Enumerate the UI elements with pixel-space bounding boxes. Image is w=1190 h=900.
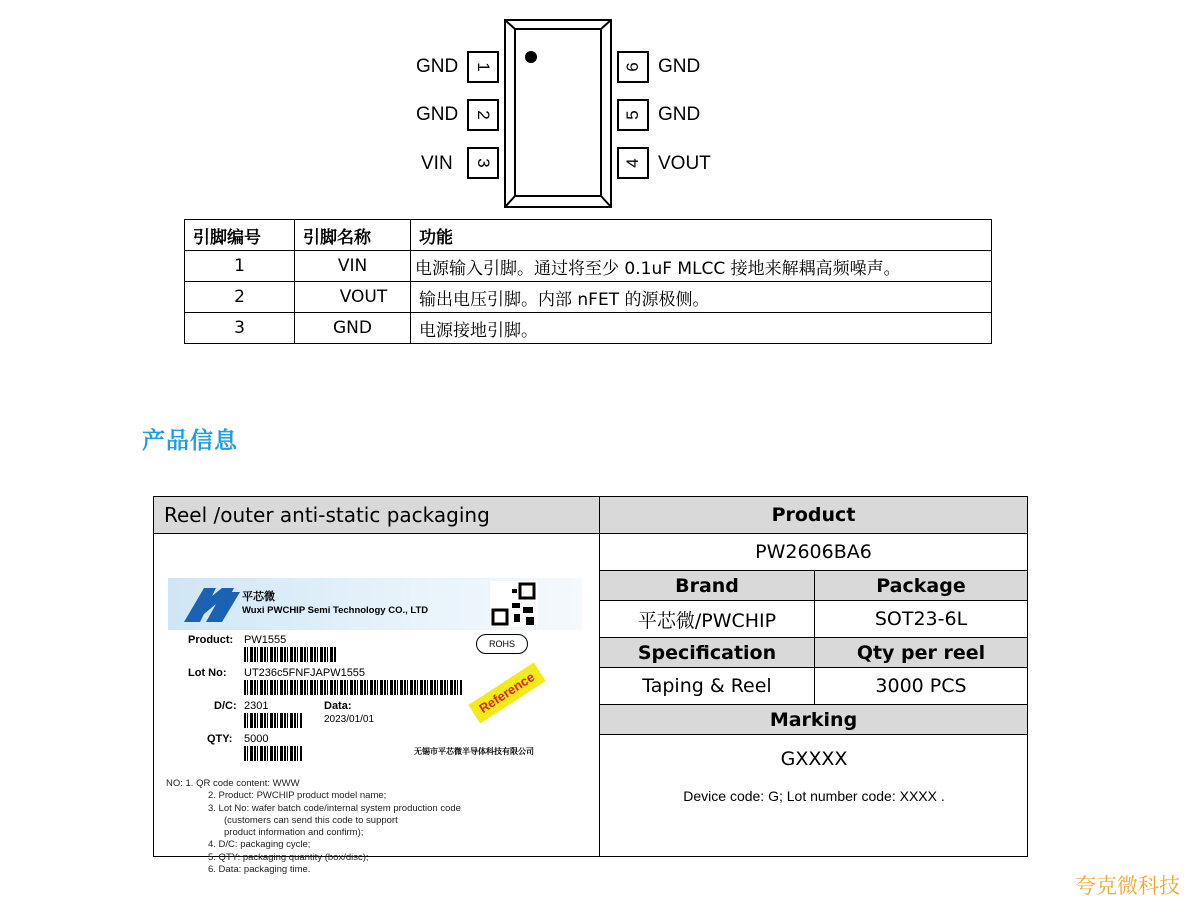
chip-pinout-diagram [0, 0, 1190, 215]
note-line: 5. QTY: packaging quantity (box/disc); [208, 851, 369, 863]
lot-barcode [244, 680, 462, 695]
cell-pin-number: 2 [185, 282, 295, 313]
pin-name-2: GND [416, 104, 459, 125]
header-pin-number: 引脚编号 [185, 220, 295, 251]
pin1-marker-dot [525, 51, 537, 63]
label-dc-value: 2301 [244, 700, 269, 712]
cell-function: 电源输入引脚。通过将至少 0.1uF MLCC 接地来解耦高频噪声。 [411, 251, 992, 282]
label-brand-cn: 平芯微 [242, 591, 275, 603]
pin-number-6: 6 [623, 62, 642, 72]
label-product-key: Product: [188, 634, 234, 646]
label-company-name: Wuxi PWCHIP Semi Technology CO., LTD [242, 605, 429, 616]
note-line: 4. D/C: packaging cycle; [208, 839, 311, 851]
header-pin-name: 引脚名称 [295, 220, 411, 251]
product-barcode [244, 647, 336, 662]
pin-number-2: 2 [474, 110, 493, 120]
note-line: 3. Lot No: wafer batch code/internal system production code [208, 802, 461, 814]
label-lot-value: UT236c5FNFJAPW1555 [244, 667, 366, 679]
marking-header: Marking [599, 704, 1027, 734]
cell-pin-number: 1 [185, 251, 295, 282]
label-notes [166, 778, 461, 876]
section-title-product-info: 产品信息 [142, 428, 238, 454]
reel-label-image [168, 578, 582, 774]
rohs-badge: ROHS [476, 634, 528, 654]
pin-name-4: VOUT [658, 153, 711, 174]
pin-number-1: 1 [474, 62, 493, 72]
label-qty-value: 5000 [244, 733, 269, 745]
header-function: 功能 [411, 220, 992, 251]
pin-name-3: VIN [421, 153, 453, 174]
pin-name-1: GND [416, 56, 459, 77]
pin-number-5: 5 [623, 110, 642, 120]
qty-per-reel-value: 3000 PCS [814, 667, 1027, 704]
product-info-table [153, 496, 1028, 876]
label-lot-key: Lot No: [188, 667, 227, 679]
chip-package-outline [0, 0, 1190, 215]
cell-function: 电源接地引脚。 [411, 313, 992, 344]
cell-pin-name: VOUT [295, 282, 411, 313]
footer-brand-text: 夸克微科技 [1075, 874, 1180, 898]
label-product-value: PW1555 [244, 634, 287, 646]
cell-pin-name: VIN [295, 251, 411, 282]
cell-function: 输出电压引脚。内部 nFET 的源极侧。 [411, 282, 992, 313]
label-data-key: Data: [324, 700, 352, 712]
table-row [185, 251, 992, 282]
specification-header: Specification [599, 637, 814, 667]
brand-header: Brand [599, 570, 814, 600]
pin-name-5: GND [658, 104, 701, 125]
note-line: (customers can send this code to support [224, 814, 398, 826]
pin-number-4: 4 [623, 158, 642, 168]
product-header: Product [599, 497, 1027, 533]
qty-per-reel-header: Qty per reel [814, 637, 1027, 667]
reel-label-area [154, 533, 599, 876]
marking-value: GXXXX [780, 748, 848, 770]
cell-pin-number: 3 [185, 313, 295, 344]
reel-packaging-header: Reel /outer anti-static packaging [154, 497, 599, 533]
pin-description-table [184, 219, 992, 344]
note-line: product information and confirm); [224, 827, 364, 839]
package-header: Package [814, 570, 1027, 600]
table-header-row [185, 220, 992, 251]
pin-name-6: GND [658, 56, 701, 77]
label-data-value: 2023/01/01 [324, 714, 375, 725]
pin-number-3: 3 [474, 158, 493, 168]
label-dc-key: D/C: [214, 700, 237, 712]
note-line: 2. Product: PWCHIP product model name; [208, 790, 387, 802]
brand-value: 平芯微/PWCHIP [599, 600, 814, 637]
package-value: SOT23-6L [814, 600, 1027, 637]
table-row [185, 282, 992, 313]
reference-sticker: Reference [468, 663, 545, 724]
marking-area [599, 734, 1027, 856]
specification-value: Taping & Reel [599, 667, 814, 704]
qr-code-icon [490, 581, 538, 627]
product-value: PW2606BA6 [599, 533, 1027, 570]
label-company-cn: 无锡市平芯微半导体科技有限公司 [414, 747, 534, 756]
marking-note: Device code: G; Lot number code: XXXX . [683, 788, 945, 804]
note-line: 6. Data: packaging time. [208, 864, 311, 876]
cell-pin-name: GND [295, 313, 411, 344]
table-row [185, 313, 992, 344]
pwchip-logo-icon [182, 584, 242, 624]
qty-barcode [244, 746, 302, 761]
dc-barcode [244, 713, 302, 728]
label-qty-key: QTY: [207, 733, 233, 745]
note-line: NO: 1. QR code content: WWW [166, 778, 300, 789]
